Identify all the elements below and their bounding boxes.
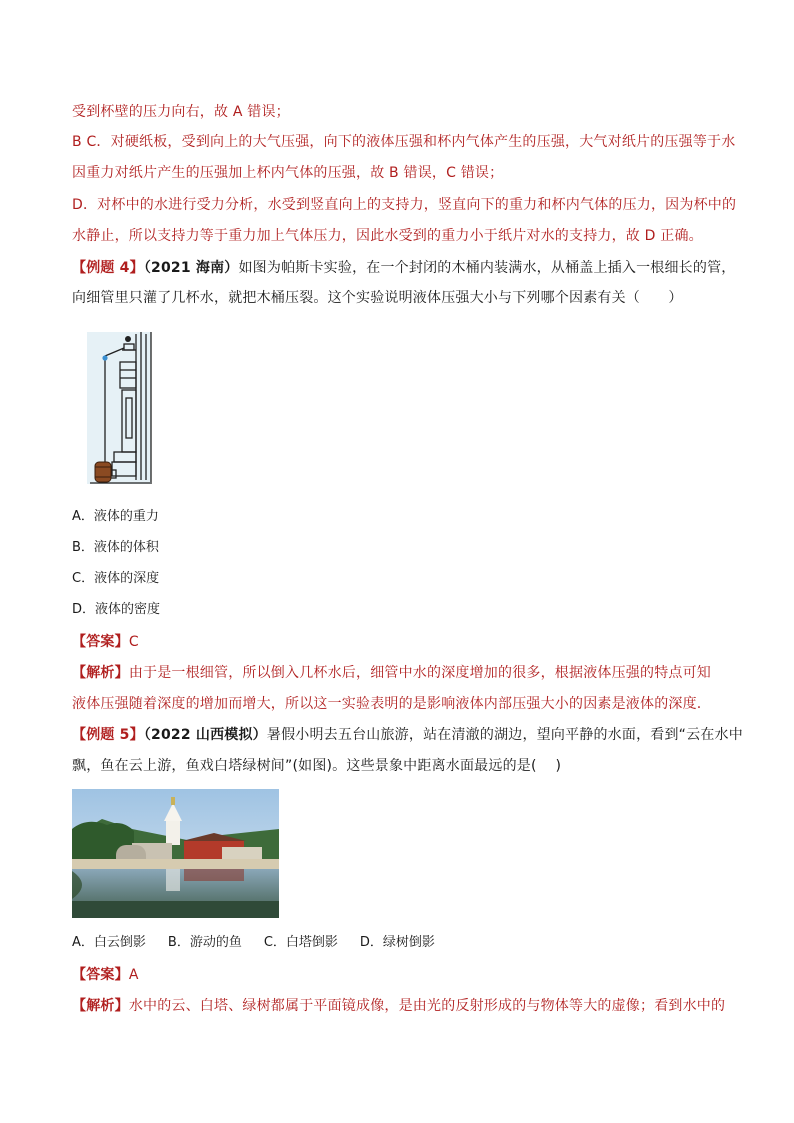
example5-question (72, 725, 743, 745)
solution-line: 因重力对纸片产生的压强加上杯内气体的压强，故 B 错误，C 错误； (72, 165, 504, 181)
analysis-label: 【解析】 (72, 665, 129, 681)
solution-line: 水静止，所以支持力等于重力加上气体压力，因此水受到的重力小于纸片对水的支持力，故 D 正确。 (72, 228, 703, 244)
solution-line: B C．对硬纸板，受到向上的大气压强，向下的液体压强和杯内气体产生的压强，大气对纸片的压强等于水 (72, 134, 736, 150)
solution-line: 受到杯壁的压力向右，故 A 错误； (72, 104, 290, 120)
analysis-text: 由于是一根细管，所以倒入几杯水后，细管中水的深度增加的很多，根据液体压强的特点可知 (128, 665, 712, 681)
option-b: B．液体的体积 (72, 540, 159, 555)
example4-text: 如图为帕斯卡实验，在一个封闭的木桶内装满水，从桶盖上插入一根细长的管， (238, 260, 736, 276)
solution-line: D．对杯中的水进行受力分析，水受到竖直向上的支持力，竖直向下的重力和杯内气体的压力，因为杯中的 (72, 197, 737, 213)
analysis-label: 【解析】 (72, 998, 129, 1014)
analysis-text: 水中的云、白塔、绿树都属于平面镜成像，是由光的反射形成的与物体等大的虚像；看到水中的 (128, 998, 726, 1014)
answer-value: A (128, 967, 139, 983)
example5-question-cont: 飘，鱼在云上游，鱼戏白塔绿树间”(如图)。这些景象中距离水面最远的是( ) (72, 758, 562, 774)
option-a: A．白云倒影 (72, 935, 146, 950)
pascal-barrel-figure (86, 330, 156, 486)
answer-value: C (128, 634, 139, 650)
example4-analysis-cont: 液体压强随着深度的增加而增大，所以这一实验表明的是影响液体内部压强大小的因素是液体的深度. (72, 696, 702, 712)
answer-label: 【答案】 (72, 967, 129, 983)
lake-photo-figure (72, 789, 279, 918)
example4-label: 【例题 4】 (72, 260, 144, 276)
example4-question (72, 258, 735, 278)
example4-analysis (72, 663, 711, 683)
option-b: B．游动的鱼 (167, 935, 242, 950)
option-d: D．液体的密度 (72, 602, 161, 617)
example5-answer (72, 965, 139, 985)
example4-answer (72, 632, 139, 652)
option-d: D．绿树倒影 (359, 935, 435, 950)
answer-label: 【答案】 (72, 634, 129, 650)
example4-question-cont: 向细管里只灌了几杯水，就把木桶压裂。这个实验说明液体压强大小与下列哪个因素有关（ ） (72, 290, 683, 306)
example5-source: （2022 山西模拟） (143, 727, 267, 743)
option-a: A．液体的重力 (72, 509, 159, 524)
example5-options (72, 934, 435, 952)
example5-analysis (72, 996, 725, 1016)
example5-label: 【例题 5】 (72, 727, 144, 743)
option-c: C．白塔倒影 (263, 935, 338, 950)
example5-text: 暑假小明去五台山旅游，站在清澈的湖边，望向平静的水面，看到“云在水中 (266, 727, 743, 743)
example4-source: （2021 海南） (143, 260, 239, 276)
option-c: C．液体的深度 (72, 571, 160, 586)
